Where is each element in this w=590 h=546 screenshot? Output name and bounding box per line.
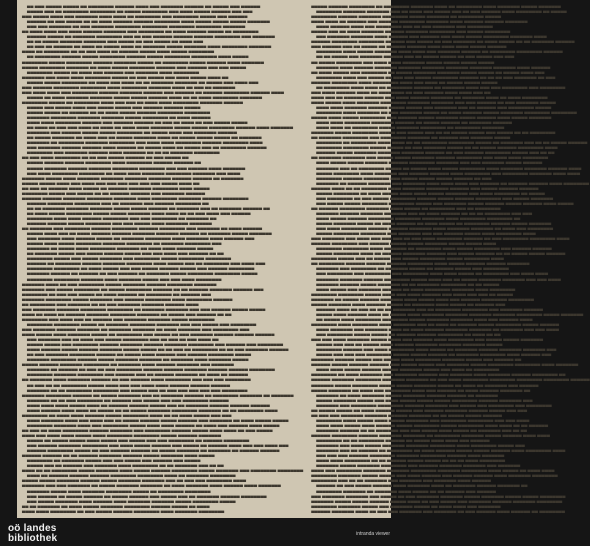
text-line: ▄▄▄ ▄▄▄▄▄ ▄▄▄▄ ▄▄▄ ▄▄▄▄▄▄▄ ▄▄▄▄ ▄▄▄▄ ▄▄ ▄▄▄▄▄▄▄▄ ▄▄▄ ▄▄▄▄▄▄▄▄ ▄▄▄▄▄ ▄▄▄ ▄▄▄▄▄▄ [22,13,248,19]
text-line: ▄▄▄▄▄▄▄▄ ▄▄▄▄▄▄▄▄ ▄▄▄▄▄ ▄▄ ▄▄▄▄▄▄▄ ▄▄▄▄▄▄▄▄ ▄▄▄▄▄▄▄ ▄▄▄ ▄▄▄ ▄▄▄▄▄ ▄▄▄ ▄▄▄▄▄▄▄▄ [27,320,257,326]
text-line: ▄▄▄▄▄▄▄ ▄▄ ▄▄▄▄▄▄ ▄▄▄▄▄▄▄ ▄▄▄ ▄▄▄▄▄▄▄ ▄▄▄▄ ▄▄▄▄ ▄▄▄▄ ▄▄▄ ▄▄▄▄▄▄ ▄▄ ▄▄▄▄▄▄ ▄▄▄▄▄▄ ▄▄▄▄ ▄▄▄▄▄▄▄▄ [316,179,590,185]
text-line: ▄▄▄▄ ▄▄▄ ▄▄▄▄ ▄▄▄▄ ▄▄▄▄▄ ▄▄▄▄ ▄▄▄▄▄▄▄▄ ▄▄▄▄▄▄▄▄ ▄▄▄▄▄ ▄▄▄▄▄▄ ▄▄▄▄▄▄▄ [22,431,222,437]
text-line: ▄▄ ▄▄▄▄▄ ▄▄▄▄▄▄▄▄ ▄▄▄ ▄▄▄▄ ▄▄▄▄ ▄▄▄▄▄▄▄ ▄▄▄▄▄ ▄▄▄▄▄ ▄▄▄▄▄ ▄▄▄▄▄ [311,58,495,64]
directory-columns [22,3,590,514]
logo-line-2: bibliothek [8,533,58,544]
text-line: ▄▄▄▄▄ ▄▄▄ ▄▄ ▄▄▄▄ ▄▄▄▄▄▄▄ ▄▄▄▄▄▄ ▄▄▄▄▄▄▄ ▄▄▄▄▄▄▄▄ ▄▄▄ ▄▄▄▄▄ ▄▄▄▄▄▄▄▄ [311,28,511,34]
text-line: ▄▄▄▄▄▄▄ ▄▄ ▄▄▄▄▄▄ ▄▄ ▄▄▄ ▄▄ ▄▄▄ ▄▄▄▄▄▄▄▄ ▄▄▄▄▄▄ ▄▄▄▄▄▄ ▄▄▄▄▄▄▄ ▄▄▄▄▄▄ ▄▄▄▄▄▄ ▄▄▄▄▄▄▄▄ [27,366,275,372]
text-line: ▄▄ ▄▄▄▄▄▄▄▄ ▄▄▄▄▄▄ ▄▄▄▄▄ ▄▄▄▄▄▄▄▄ ▄▄▄▄▄▄ ▄▄▄▄▄ ▄▄▄▄▄▄▄▄ ▄▄▄▄▄▄▄▄ ▄▄▄▄ ▄▄▄▄▄ [27,53,249,59]
text-line: ▄▄▄ ▄▄▄▄▄▄ ▄▄ ▄▄▄▄▄ ▄▄▄▄▄▄ ▄▄ ▄▄▄▄▄ ▄▄▄▄▄▄ ▄▄▄ ▄▄▄▄▄ ▄▄▄ ▄▄ ▄▄▄▄▄▄▄ ▄▄▄▄▄▄ ▄▄▄▄▄▄▄▄ [27,492,267,498]
text-line: ▄▄▄▄ ▄▄▄▄▄▄ ▄▄▄▄ ▄▄▄▄ ▄▄ ▄▄▄▄▄ ▄▄ ▄▄ ▄▄▄▄▄ ▄▄▄▄▄▄▄ ▄▄▄▄▄▄▄▄ ▄▄▄▄▄▄▄ ▄▄ ▄▄ ▄▄▄▄▄▄▄▄ ▄▄▄▄ [27,406,278,412]
text-line: ▄▄▄ ▄▄▄▄▄▄▄▄ ▄▄ ▄▄▄ ▄▄▄▄▄ ▄▄▄▄▄▄▄▄ ▄▄▄▄▄▄ ▄▄▄▄▄ ▄▄▄▄▄▄ ▄▄▄▄▄▄▄▄ ▄▄▄ ▄▄▄▄▄ ▄▄▄▄▄▄▄ [316,194,554,200]
text-line: ▄▄▄▄▄▄▄▄ ▄▄▄▄▄▄▄▄ ▄▄▄▄▄ ▄▄▄▄▄ ▄▄ ▄▄▄ ▄▄▄▄▄▄▄ ▄▄▄▄▄ ▄▄ ▄▄ ▄▄▄▄▄ ▄▄▄▄▄▄ ▄▄▄▄▄▄▄▄ ▄▄▄▄ [316,144,558,150]
text-line: ▄▄▄▄▄▄ ▄▄ ▄▄▄ ▄▄▄▄▄ ▄▄ ▄▄ ▄▄▄▄ ▄▄▄▄▄▄ ▄▄▄▄▄▄ ▄▄▄▄▄▄▄▄ ▄▄▄▄ ▄▄▄▄▄ ▄▄▄▄▄ ▄▄▄▄▄ ▄▄▄▄▄▄▄ [27,18,270,24]
text-line: ▄▄▄▄ ▄▄▄▄▄ ▄▄▄▄▄ ▄▄▄▄▄▄▄ ▄▄▄▄▄▄ ▄▄▄▄▄▄▄▄ ▄▄▄▄▄▄▄ ▄▄▄ ▄▄▄ ▄▄▄▄▄▄▄ ▄▄▄▄▄ ▄▄▄▄▄▄ [316,159,543,165]
text-line: ▄▄▄▄▄▄ ▄▄▄▄ ▄▄ ▄▄ ▄▄▄▄▄▄▄▄ ▄▄▄▄ ▄▄▄▄▄▄▄ ▄▄▄▄▄▄▄ ▄▄▄▄▄▄ ▄▄▄ ▄▄▄▄▄ ▄▄▄▄▄▄ ▄▄▄▄▄▄ [311,184,539,190]
text-line: ▄▄▄▄▄▄▄▄ ▄▄▄▄▄ ▄▄▄ ▄▄▄▄▄ ▄▄▄▄▄▄▄ ▄▄▄ ▄▄▄▄▄▄▄▄ ▄▄▄▄▄ ▄▄▄▄▄▄▄▄ ▄▄▄▄▄▄▄▄ [27,255,232,261]
text-line: ▄▄▄▄▄▄▄ ▄▄ ▄▄▄▄▄▄▄▄ ▄▄▄▄▄▄▄ ▄▄▄▄▄▄▄▄ ▄▄▄ ▄▄▄▄ ▄▄▄▄ ▄▄▄▄▄▄▄▄ ▄▄▄▄▄▄ ▄▄▄▄▄▄▄▄ ▄▄▄▄ [27,139,263,145]
text-line: ▄▄▄▄▄▄ ▄▄▄▄▄▄▄▄ ▄▄▄▄▄▄▄▄ ▄▄▄ ▄▄ ▄▄▄▄▄▄▄ ▄▄▄ ▄▄▄▄▄▄ ▄▄▄▄▄▄▄▄ ▄▄ [27,199,209,205]
text-line: ▄▄▄▄▄▄▄ ▄▄▄ ▄▄▄▄▄▄ ▄▄▄▄▄ ▄▄▄▄▄ ▄▄▄▄▄▄▄▄ ▄▄ ▄▄▄▄▄ ▄▄▄▄ ▄▄▄ ▄▄▄▄▄▄▄ ▄▄▄▄▄▄ [27,129,237,135]
text-line: ▄▄▄▄▄▄▄ ▄▄▄▄▄ ▄▄▄▄▄▄▄▄ ▄▄▄▄▄ ▄▄▄ ▄▄▄▄▄ ▄▄▄ ▄▄ ▄▄ ▄▄▄▄▄ ▄▄▄▄▄ ▄▄▄ ▄▄▄▄▄ ▄▄ ▄▄ ▄▄▄▄▄▄▄▄ [311,129,556,135]
text-line: ▄▄▄▄▄▄▄ ▄▄▄▄▄▄▄▄ ▄▄▄▄▄▄▄ ▄▄▄▄▄▄▄ ▄▄▄▄▄ ▄▄▄▄▄▄▄▄ ▄▄ ▄▄▄▄ ▄▄▄▄▄▄ [27,114,211,120]
text-line: ▄▄▄▄ ▄▄ ▄▄▄▄▄▄▄▄ ▄▄ ▄▄ ▄▄▄ ▄▄▄▄ ▄▄ ▄▄▄▄▄▄ ▄▄▄▄▄ ▄▄▄▄ ▄▄▄▄▄ ▄▄▄▄▄▄▄▄ [22,48,215,54]
text-line: ▄▄▄▄▄▄▄▄ ▄▄▄▄▄▄ ▄▄▄▄▄▄▄ ▄▄▄▄▄▄▄▄ ▄▄▄▄▄ ▄▄▄▄▄▄▄ ▄▄ ▄▄▄▄▄▄▄▄ ▄▄▄▄▄ [311,13,502,19]
text-line: ▄▄ ▄▄▄▄▄▄ ▄▄▄▄▄▄▄▄ ▄▄▄▄▄▄▄ ▄▄▄▄ ▄▄▄▄▄ ▄▄ ▄▄▄▄▄▄▄▄ ▄▄▄ ▄▄ ▄▄▄▄▄▄▄▄ [311,204,501,210]
text-line: ▄▄▄▄▄▄▄ ▄▄ ▄▄ ▄▄▄ ▄▄▄▄▄▄▄▄ ▄▄ ▄▄▄▄▄▄ ▄▄▄ ▄▄▄▄▄ ▄▄▄ ▄▄▄ ▄▄▄▄▄▄▄▄ ▄▄▄▄▄▄ [27,396,229,402]
text-line: ▄▄▄▄▄▄▄▄ ▄▄▄ ▄▄▄▄▄▄▄ ▄▄▄▄▄▄ ▄▄▄▄ ▄▄▄▄▄▄▄ ▄▄ ▄▄ ▄▄ ▄▄▄▄▄▄▄ ▄▄▄▄▄▄▄▄ [27,149,220,155]
text-line: ▄▄▄▄▄▄▄ ▄▄▄▄▄▄ ▄▄▄▄▄ ▄▄▄ ▄▄▄▄▄ ▄▄▄▄ ▄▄▄▄▄▄▄▄ ▄▄▄▄▄▄▄ ▄▄▄▄▄ ▄▄▄ ▄▄▄▄▄▄ ▄▄ [311,356,522,362]
text-line: ▄▄▄▄▄▄▄ ▄▄▄▄▄▄▄ ▄▄▄▄▄▄ ▄▄▄▄▄▄▄▄ ▄▄▄▄▄ ▄▄▄▄ ▄▄▄ ▄▄ ▄▄▄▄▄ ▄▄▄▄▄▄▄ ▄▄▄▄▄▄▄ ▄▄▄ ▄▄▄ ▄▄▄▄ [316,275,561,281]
text-line: ▄▄▄▄▄▄▄ ▄▄▄ ▄▄ ▄▄▄▄▄▄▄▄ ▄▄▄▄▄ ▄▄ ▄▄▄▄▄ ▄▄▄▄ ▄▄▄▄▄ ▄▄▄▄▄▄▄▄ ▄▄▄▄ ▄▄▄▄▄▄▄ ▄▄▄▄▄▄▄ ▄▄▄▄▄▄ ▄▄▄▄ [316,164,582,170]
text-line: ▄▄▄▄▄ ▄▄▄▄▄ ▄▄ ▄▄▄▄▄▄ ▄▄ ▄▄ ▄▄▄▄ ▄▄▄▄▄ ▄▄▄▄▄▄ ▄▄▄▄▄▄▄▄ ▄▄▄▄▄▄▄▄ [27,108,211,114]
text-line: ▄▄▄▄▄▄▄ ▄▄▄▄▄ ▄▄▄▄ ▄▄▄▄▄▄▄ ▄▄▄▄▄▄▄▄ ▄▄▄▄▄ ▄▄ ▄▄▄▄▄▄▄▄ ▄▄▄▄▄▄▄▄ [27,487,211,493]
text-line: ▄▄▄▄▄▄▄▄ ▄▄▄▄ ▄▄▄▄▄ ▄▄▄▄▄▄▄ ▄▄▄▄ ▄▄▄▄ ▄▄▄ ▄▄▄▄▄▄▄ ▄▄▄▄▄▄ ▄▄ ▄▄▄▄▄▄▄▄ ▄▄▄▄▄▄▄▄ ▄▄▄▄▄▄ [316,48,563,54]
text-line: ▄▄▄▄▄ ▄▄▄▄▄▄▄▄ ▄▄▄▄ ▄▄▄▄▄▄▄ ▄▄▄ ▄▄▄▄▄▄ ▄▄▄▄▄▄ ▄▄▄▄ ▄▄▄▄▄▄▄▄ ▄▄▄ ▄▄▄▄▄▄▄▄ ▄▄▄▄▄▄▄ ▄▄▄▄ ▄▄▄▄ [316,169,581,175]
text-line: ▄▄ ▄▄▄ ▄▄ ▄▄▄▄▄▄ ▄▄ ▄▄▄▄ ▄▄ ▄▄▄▄▄ ▄▄▄▄ ▄▄ ▄▄▄▄▄▄▄ ▄▄▄▄▄ ▄▄▄▄▄▄▄ ▄▄▄▄ ▄▄▄▄▄▄▄▄ ▄▄▄▄▄▄▄ [27,43,272,49]
text-line: ▄▄▄▄▄ ▄▄▄▄▄▄▄▄ ▄▄ ▄▄▄▄ ▄▄▄▄▄ ▄▄▄▄ ▄▄▄▄ ▄▄▄▄▄ ▄▄▄▄▄▄▄ ▄▄▄ ▄▄▄▄ ▄▄▄▄▄▄▄▄ ▄▄ ▄▄▄▄▄ [316,189,545,195]
text-line: ▄▄▄▄▄▄ ▄▄▄▄ ▄▄ ▄▄▄ ▄▄ ▄▄ ▄▄ ▄▄▄▄▄▄▄ ▄▄▄ ▄▄ ▄▄▄▄▄▄▄▄ ▄▄▄▄▄▄▄▄ ▄▄▄ ▄▄▄▄▄▄▄ ▄▄▄▄▄▄ [316,305,543,311]
text-line: ▄▄▄ ▄▄▄▄ ▄▄▄▄▄▄▄▄ ▄▄▄▄▄▄▄▄ ▄▄ ▄▄▄▄ ▄▄▄▄ ▄▄▄▄▄▄▄ ▄▄▄▄▄▄▄▄ ▄▄▄▄▄▄▄ ▄▄▄ ▄▄▄▄ [27,169,241,175]
text-line: ▄▄▄ ▄▄▄▄▄▄▄▄ ▄▄▄ ▄▄▄▄▄▄▄▄ ▄▄▄ ▄▄▄▄▄▄▄▄ ▄▄▄▄ ▄▄▄▄ ▄▄▄▄▄ ▄▄ ▄▄▄▄▄▄▄▄ ▄▄▄ ▄▄▄▄ ▄▄▄▄ [316,270,549,276]
text-line: ▄▄▄▄▄ ▄▄▄▄▄ ▄▄▄▄▄▄▄ ▄▄▄▄▄▄ ▄▄▄▄▄ ▄▄▄▄▄▄▄ ▄▄▄▄▄▄▄ ▄▄▄ ▄▄ ▄▄▄ ▄▄▄ ▄▄▄▄▄▄▄▄ ▄▄▄▄ [22,477,247,483]
text-line: ▄▄▄▄▄▄ ▄▄▄▄▄▄▄▄ ▄▄▄▄▄▄ ▄▄▄▄▄▄▄ ▄▄▄▄▄▄▄ ▄▄ ▄▄▄▄▄▄▄▄ ▄▄▄▄▄▄▄ ▄▄▄▄▄ ▄▄▄▄▄▄ ▄▄▄▄ ▄▄▄▄ [311,431,550,437]
text-line: ▄▄▄ ▄▄▄▄▄ ▄▄▄▄▄▄▄ ▄▄▄▄ ▄▄▄▄▄▄ ▄▄▄▄ ▄▄▄▄▄▄▄ ▄▄▄▄▄▄▄ ▄▄▄▄▄ ▄▄▄▄▄▄▄▄ ▄▄▄▄▄ [27,497,236,503]
text-line: ▄▄▄ ▄▄▄▄ ▄▄▄▄ ▄▄▄ ▄▄▄▄▄▄▄▄ ▄▄▄▄▄▄ ▄▄▄▄▄▄▄ ▄▄▄▄▄▄ ▄▄▄ ▄▄▄▄▄▄ ▄▄ ▄▄▄▄▄▄ ▄▄▄▄▄▄▄▄ ▄▄▄▄▄▄ ▄▄▄▄ [22,88,284,94]
text-line: ▄▄▄▄▄▄ ▄▄▄▄▄▄▄▄ ▄▄▄▄▄▄▄▄ ▄▄▄▄▄▄ ▄▄▄ ▄▄▄▄▄ ▄▄ ▄▄▄ ▄▄▄▄▄▄▄ ▄▄ ▄▄▄▄ ▄▄▄▄▄ ▄▄ ▄▄ ▄▄▄▄▄▄▄ ▄▄▄▄▄▄ [311,38,575,44]
text-line: ▄▄▄▄▄▄▄ ▄▄ ▄▄▄▄▄ ▄▄▄▄▄▄ ▄▄▄▄▄▄▄ ▄▄▄▄ ▄▄▄▄▄ ▄▄▄▄ ▄▄▄ ▄▄▄▄▄▄ ▄▄▄▄▄▄▄▄ ▄▄▄▄▄▄▄▄ [311,295,534,301]
text-line: ▄▄▄▄▄ ▄▄▄ ▄▄▄ ▄▄ ▄▄▄▄▄ ▄▄▄▄ ▄▄▄▄▄▄ ▄▄▄▄▄▄▄ ▄▄▄▄▄▄▄ ▄▄▄▄▄▄▄ ▄▄▄▄▄ [316,341,503,347]
viewer-footer [0,518,400,546]
text-line: ▄▄▄▄▄▄▄ ▄▄▄▄ ▄▄ ▄▄▄ ▄▄▄▄▄▄▄▄ ▄▄▄▄▄ ▄▄▄▄▄▄▄ ▄▄▄▄▄▄ ▄▄▄▄▄▄▄▄ ▄▄▄▄▄▄▄ [22,280,217,286]
text-line: ▄▄▄▄ ▄▄▄▄ ▄▄▄▄▄▄▄▄ ▄▄ ▄▄▄ ▄▄▄▄▄ ▄▄▄▄▄▄ ▄▄▄▄▄▄▄▄ ▄▄▄▄ ▄▄▄▄▄▄▄ ▄▄▄▄▄▄▄▄ [22,507,225,513]
text-line: ▄▄ ▄▄▄▄▄▄▄ ▄▄▄▄▄ ▄▄▄ ▄▄▄▄▄ ▄▄▄▄▄▄ ▄▄▄▄▄ ▄▄▄ ▄▄▄ ▄▄▄▄ ▄▄▄ ▄▄▄▄▄▄ ▄▄ ▄▄ [27,250,224,256]
text-line: ▄▄▄ ▄▄▄▄ ▄▄▄▄▄▄ ▄▄▄▄ ▄▄ ▄▄▄▄▄▄▄▄ ▄▄ ▄▄▄ ▄▄▄▄▄▄ ▄▄▄▄ ▄▄▄▄ ▄▄▄ ▄▄ [311,88,491,94]
text-line: ▄▄▄▄▄▄▄ ▄▄▄▄▄ ▄▄▄▄ ▄▄▄▄▄▄▄ ▄▄▄▄▄▄▄ ▄▄▄▄▄▄▄ ▄▄▄▄▄▄▄ ▄▄▄▄▄▄ ▄▄▄▄▄▄ ▄▄ ▄▄▄▄▄▄▄ [22,174,244,180]
text-line: ▄▄▄▄▄▄▄▄ ▄▄▄▄▄▄▄▄ ▄▄▄▄▄▄▄ ▄▄▄▄ ▄▄▄▄▄▄▄ ▄▄▄▄▄ ▄▄▄ ▄▄▄ ▄▄▄▄ ▄▄▄▄▄▄▄▄ [27,275,222,281]
text-line: ▄▄▄▄▄ ▄▄▄ ▄▄▄ ▄▄▄ ▄▄▄▄▄▄▄▄ ▄▄▄▄▄ ▄▄▄▄▄ ▄▄▄▄▄▄ ▄▄ ▄▄▄▄▄▄▄ ▄▄▄▄▄▄▄▄ ▄▄▄▄ ▄▄▄▄▄▄ ▄▄▄ [316,351,552,357]
text-line: ▄▄▄▄▄ ▄▄▄▄▄▄ ▄▄▄▄▄▄ ▄▄▄▄▄▄▄▄ ▄▄▄▄ ▄▄▄▄▄▄▄▄ ▄▄▄▄▄▄ ▄▄▄▄▄▄ ▄▄ [27,159,201,165]
text-line: ▄▄▄▄▄ ▄▄ ▄▄▄▄▄ ▄▄▄▄▄ ▄▄▄▄ ▄▄▄▄▄ ▄▄▄ ▄▄▄▄▄ ▄▄▄ ▄▄▄ ▄▄▄▄▄▄▄▄ ▄▄ ▄▄▄▄▄▄ ▄▄▄▄▄▄▄▄ [27,437,250,443]
text-line: ▄▄▄ ▄▄▄ ▄▄▄ ▄▄▄▄▄▄ ▄▄▄▄▄▄▄▄ ▄▄▄▄▄▄▄ ▄▄▄▄▄▄▄▄ ▄▄▄▄▄▄ ▄▄▄▄ ▄▄▄▄▄▄▄ [316,452,505,458]
text-line: ▄▄▄▄▄ ▄▄▄▄ ▄▄▄▄▄ ▄▄▄▄▄▄▄▄ ▄▄▄▄▄▄▄ ▄▄▄▄▄▄▄▄ ▄▄ ▄▄▄▄▄▄▄ ▄▄▄▄▄▄▄▄ ▄▄▄ [27,240,222,246]
text-line: ▄▄ ▄▄ ▄▄▄▄▄ ▄▄▄ ▄▄▄▄▄▄▄ ▄▄▄▄▄▄ ▄▄▄ ▄▄ ▄▄▄▄▄ ▄▄▄▄▄ ▄▄ ▄▄▄ ▄▄▄▄▄ ▄▄▄ ▄▄▄ [316,53,515,59]
text-line: ▄▄▄▄▄▄ ▄▄▄▄▄ ▄▄ ▄▄▄▄▄▄▄ ▄▄▄▄▄▄▄▄ ▄▄▄ ▄▄ ▄▄▄ ▄▄▄▄▄▄ ▄▄▄▄▄▄ ▄▄▄▄▄▄ ▄▄▄▄▄▄▄▄ ▄▄▄ ▄▄▄▄▄▄▄ [27,33,275,39]
text-line: ▄▄▄▄ ▄▄▄▄ ▄▄▄▄ ▄▄▄▄▄ ▄▄▄▄ ▄▄ ▄▄▄▄▄▄ ▄▄▄▄▄▄ ▄▄▄▄▄ ▄▄▄ ▄▄ ▄▄▄▄▄▄▄ ▄▄▄▄▄▄ ▄▄▄▄▄▄ ▄▄▄▄▄▄ [27,401,270,407]
text-line: ▄▄▄ ▄▄▄▄▄▄ ▄▄▄▄▄▄▄ ▄▄▄▄▄▄▄▄ ▄▄▄ ▄▄▄▄ ▄▄▄▄▄ ▄▄▄▄▄▄ ▄▄▄ ▄▄▄▄▄ ▄▄ ▄▄▄▄▄▄ ▄▄▄▄ ▄▄▄ ▄▄▄ ▄▄▄▄ ▄▄▄ [27,442,289,448]
text-line: ▄▄▄▄▄▄▄ ▄▄▄▄ ▄▄▄▄▄▄ ▄▄▄▄▄▄▄ ▄▄▄▄▄▄▄ ▄▄▄▄▄▄▄ ▄▄▄▄▄▄▄ ▄▄▄▄▄▄▄ ▄▄▄▄▄▄▄ ▄▄▄▄ ▄▄▄▄▄▄ [316,63,551,69]
text-line: ▄▄▄▄▄▄▄▄ ▄▄▄▄▄ ▄▄▄ ▄▄▄▄▄ ▄▄ ▄▄ ▄▄▄▄▄▄ ▄▄▄▄▄▄ ▄▄▄ ▄▄▄▄▄▄▄ ▄▄▄▄▄▄ [22,189,206,195]
text-line: ▄▄▄▄▄▄▄▄ ▄▄▄▄▄ ▄▄▄▄▄▄▄▄ ▄▄▄▄▄▄ ▄▄▄▄▄▄▄ ▄▄▄▄▄ ▄▄ ▄▄▄▄▄▄▄▄ ▄▄▄▄▄ ▄▄▄▄▄▄ ▄▄▄▄ ▄▄▄▄▄▄▄ [22,58,264,64]
text-line: ▄▄▄▄▄▄▄▄ ▄▄▄▄ ▄▄▄ ▄▄▄▄▄ ▄▄ ▄▄▄ ▄▄▄ ▄▄▄▄▄ ▄▄▄▄▄▄▄▄ ▄▄▄▄▄▄ ▄▄ ▄▄ ▄▄ ▄▄▄ ▄▄▄▄▄▄▄ ▄▄ ▄▄▄ [316,73,556,79]
text-line: ▄▄▄▄▄▄▄ ▄▄ ▄▄▄▄ ▄▄▄▄▄▄▄ ▄▄▄▄▄ ▄▄▄▄▄▄▄ ▄▄▄▄▄▄ ▄▄▄▄▄▄ ▄▄ ▄▄▄▄▄▄▄ [316,391,498,397]
text-line: ▄▄▄▄▄ ▄▄▄▄▄ ▄▄▄▄ ▄▄▄ ▄▄▄▄ ▄▄▄ ▄▄▄ ▄▄▄ ▄▄▄ ▄▄▄ ▄▄▄ ▄▄▄▄▄ ▄▄▄▄ ▄▄ [22,179,200,185]
text-line: ▄▄▄ ▄▄▄▄▄▄ ▄▄▄ ▄▄ ▄▄▄▄▄ ▄▄ ▄▄▄▄▄▄ ▄▄▄▄▄▄ ▄▄▄▄ ▄▄▄▄ ▄▄▄▄ ▄▄▄▄▄ ▄▄▄▄▄▄ [311,43,507,49]
text-line: ▄▄ ▄▄▄▄▄▄▄▄ ▄▄▄ ▄▄▄▄▄▄▄ ▄▄ ▄▄ ▄▄▄ ▄▄▄▄▄▄▄ ▄▄▄▄▄▄▄ ▄▄▄▄▄▄ ▄▄▄▄ [22,300,199,306]
text-line: ▄▄ ▄▄▄▄▄ ▄▄▄▄▄▄▄ ▄▄ ▄▄▄▄ ▄▄▄ ▄▄ ▄▄▄▄▄ ▄▄▄▄▄▄▄ ▄▄▄▄ ▄▄ ▄▄▄▄▄ ▄▄▄▄▄ ▄▄▄▄▄ ▄▄ ▄▄▄▄▄▄▄ [27,134,262,140]
text-line: ▄▄▄▄▄▄▄ ▄▄▄▄▄▄▄▄ ▄▄▄▄▄▄ ▄▄▄▄▄ ▄▄▄▄▄▄▄ ▄▄▄▄▄▄▄ ▄▄ ▄▄▄▄▄▄▄ ▄▄▄▄ ▄▄▄▄▄▄▄ ▄▄▄▄▄ [27,356,249,362]
text-line: ▄▄▄▄▄▄▄ ▄▄ ▄▄ ▄▄▄▄▄▄▄▄ ▄▄▄▄▄▄▄▄ ▄▄▄ ▄▄▄▄▄ ▄▄▄ ▄▄ ▄▄▄ ▄▄▄ ▄▄▄ ▄▄▄ ▄▄▄ ▄▄▄▄▄▄▄▄ [27,386,248,392]
text-line: ▄▄▄▄▄▄▄ ▄▄▄▄▄ ▄▄▄▄▄ ▄▄▄▄▄▄ ▄▄▄▄▄ ▄▄▄▄ ▄▄ ▄▄▄ ▄▄▄▄▄ ▄▄▄ ▄▄▄▄▄▄▄ ▄▄▄▄▄▄ ▄▄▄▄▄▄▄ ▄▄▄▄▄▄▄▄ [311,497,563,503]
text-line: ▄▄▄▄▄▄▄ ▄▄▄▄▄▄ ▄▄▄▄▄▄▄ ▄▄▄▄▄▄▄ ▄▄▄ ▄▄ ▄▄▄▄ ▄▄▄▄▄▄ ▄▄ ▄▄ ▄▄ ▄▄▄▄▄▄▄▄ ▄▄▄ ▄▄▄ [316,209,533,215]
text-line: ▄▄▄▄ ▄▄▄▄▄▄ ▄▄▄▄ ▄▄▄ ▄▄▄▄▄▄▄▄ ▄▄▄ ▄▄ ▄▄▄ ▄▄▄▄▄▄▄ ▄▄▄ ▄▄▄▄▄▄▄▄ [316,23,493,29]
text-line: ▄▄ ▄▄▄▄ ▄▄▄▄▄ ▄▄▄ ▄▄▄▄▄▄▄▄ ▄▄ ▄▄▄▄▄ ▄▄▄▄▄▄▄ ▄▄▄▄▄▄▄ ▄▄▄▄▄ ▄▄▄▄▄ ▄▄ ▄▄▄▄▄ ▄▄▄▄ ▄▄▄ [311,68,545,74]
text-line: ▄▄▄▄▄▄▄▄ ▄▄▄ ▄▄▄▄ ▄▄▄ ▄▄ ▄▄▄▄▄▄ ▄▄▄ ▄▄▄▄▄▄▄ ▄▄▄▄▄▄▄ ▄▄▄▄▄ ▄▄▄▄▄▄▄▄ [22,315,215,321]
text-line: ▄▄ ▄▄▄ ▄▄ ▄▄▄▄▄▄ ▄▄▄▄ ▄▄▄▄▄ ▄▄ ▄▄▄▄▄▄ ▄▄▄▄▄▄▄ ▄▄▄▄▄▄▄▄ ▄▄▄▄ ▄▄▄▄▄ [22,184,210,190]
text-line: ▄▄▄▄▄▄▄ ▄▄▄ ▄▄▄▄▄▄▄▄ ▄▄▄▄▄▄▄▄ ▄▄▄▄▄▄ ▄▄▄▄▄▄▄ ▄▄▄ ▄▄▄▄▄ ▄▄▄ ▄▄▄▄▄▄▄▄ ▄▄▄ ▄▄▄▄▄▄▄▄ [316,401,552,407]
text-line: ▄▄▄▄ ▄▄ ▄▄▄▄▄▄ ▄▄▄▄▄▄ ▄▄▄▄▄▄ ▄▄▄▄▄▄▄▄ ▄▄▄▄▄▄▄▄ ▄▄▄▄ ▄▄ ▄▄▄▄▄▄▄ ▄▄▄▄▄▄▄▄ [27,472,236,478]
text-line: ▄▄▄▄▄▄▄▄ ▄▄▄▄▄▄▄ ▄▄▄▄▄ ▄▄▄ ▄▄▄▄▄▄▄ ▄▄▄▄▄ ▄▄ ▄▄▄▄ ▄▄▄▄ ▄▄▄ ▄▄▄▄▄▄▄ [311,502,501,508]
text-line: ▄▄▄▄▄▄▄▄ ▄▄▄▄▄▄▄ ▄▄▄▄ ▄▄▄ ▄▄▄▄▄▄▄▄ ▄▄▄▄▄ ▄▄▄▄ ▄▄▄▄ ▄▄▄▄▄▄ ▄▄ ▄▄▄▄ ▄▄▄ ▄▄▄▄▄▄ ▄▄▄▄ ▄▄▄▄▄ [27,421,280,427]
text-line: ▄▄▄▄▄▄▄▄ ▄▄▄▄▄ ▄▄ ▄▄▄▄▄▄▄▄ ▄▄▄▄ ▄▄▄ ▄▄▄ ▄▄ ▄▄▄▄ ▄▄▄▄ ▄▄▄▄▄▄▄▄ ▄▄▄▄▄▄▄ ▄▄▄▄▄▄ [22,98,243,104]
text-line: ▄▄▄▄▄▄▄▄ ▄▄▄▄ ▄▄▄▄▄ ▄▄▄▄ ▄▄▄▄▄ ▄▄▄▄▄▄▄ ▄▄▄ ▄▄▄▄▄▄▄▄ ▄▄▄▄▄▄▄▄ ▄▄▄ ▄▄▄ ▄▄▄▄ [316,416,530,422]
text-line: ▄▄▄▄ ▄▄▄▄ ▄▄▄▄▄▄▄ ▄▄▄▄▄▄ ▄▄▄▄▄ ▄▄▄▄▄ ▄▄▄ ▄▄▄▄▄▄▄ ▄▄▄ ▄▄ ▄▄▄▄▄▄ ▄▄▄ ▄▄▄▄▄▄▄▄ ▄▄▄▄▄ [316,103,552,109]
text-line: ▄▄▄▄▄ ▄▄▄▄▄▄▄ ▄▄▄▄▄▄ ▄▄▄▄▄▄▄ ▄▄▄▄▄▄▄▄ ▄▄▄▄▄▄▄▄ ▄▄▄ ▄▄▄ ▄▄▄▄▄▄ ▄▄▄▄ ▄▄▄▄▄▄▄ [27,164,246,170]
text-line: ▄▄ ▄▄ ▄▄▄▄▄▄▄ ▄▄ ▄▄▄▄ ▄▄▄▄▄ ▄▄▄▄▄▄▄ ▄▄▄▄▄▄▄▄ ▄▄▄▄▄▄ ▄▄▄▄▄ ▄▄ ▄▄▄▄ [22,502,210,508]
text-line: ▄▄▄▄▄▄ ▄▄▄▄▄ ▄▄▄▄▄▄ ▄▄▄▄▄▄ ▄▄▄ ▄▄▄▄▄ ▄▄▄▄▄ ▄▄▄ ▄▄▄▄▄▄▄ ▄▄▄▄▄ ▄▄▄▄▄▄▄▄ ▄▄▄▄▄▄▄▄ ▄▄▄▄ ▄▄▄▄▄▄▄ [311,361,579,367]
text-line: ▄▄▄▄ ▄▄▄▄▄▄ ▄▄▄▄▄ ▄▄▄▄▄▄ ▄▄▄▄▄▄▄ ▄▄▄▄▄ ▄▄▄▄▄ ▄▄ ▄▄ ▄▄▄ ▄▄ ▄▄▄▄▄▄▄▄ ▄▄ ▄▄ ▄▄▄ ▄▄▄▄▄▄▄ ▄▄▄▄▄▄ [27,346,289,352]
text-line: ▄▄▄▄ ▄▄▄▄ ▄▄ ▄▄▄▄▄▄▄▄ ▄▄▄▄▄ ▄▄▄▄▄▄▄ ▄▄▄▄▄▄▄▄ ▄▄ ▄▄▄▄▄▄▄▄ ▄▄▄▄▄▄▄ [316,124,505,130]
text-line: ▄▄ ▄▄▄▄▄ ▄▄▄▄▄ ▄▄ ▄▄▄▄ ▄▄▄▄▄▄ ▄▄▄▄▄ ▄▄▄ ▄▄▄▄▄▄ ▄▄▄▄▄▄▄ ▄▄▄▄▄▄ ▄▄▄▄▄ ▄▄▄ ▄▄▄ [311,406,528,412]
text-line: ▄▄▄▄▄▄▄▄ ▄▄▄▄▄ ▄▄ ▄▄▄▄ ▄▄▄ ▄▄▄▄▄▄ ▄▄▄ ▄▄▄▄▄▄▄ ▄▄▄▄ ▄▄▄▄▄▄▄▄ [27,68,200,74]
text-line: ▄▄▄ ▄▄▄▄▄▄▄ ▄▄▄ ▄▄ ▄▄▄▄ ▄▄▄ ▄▄▄▄▄ ▄▄▄▄▄▄▄▄ ▄▄▄ ▄▄ ▄▄▄ ▄▄ ▄▄▄ ▄▄▄▄ ▄▄ [27,336,219,342]
text-line: ▄▄▄▄▄▄▄▄ ▄▄▄▄▄▄▄ ▄▄▄▄▄▄▄ ▄▄▄ ▄▄ ▄▄▄▄ ▄▄▄ ▄▄▄▄▄ ▄▄▄ ▄▄ ▄▄▄ ▄▄▄▄▄▄ ▄▄▄▄ ▄▄▄▄▄▄▄▄ ▄▄ ▄▄▄▄▄ [316,8,567,14]
text-line: ▄▄▄▄▄▄▄ ▄▄▄ ▄▄▄▄▄ ▄▄▄▄▄▄▄▄ ▄▄ ▄▄▄▄▄ ▄▄▄▄▄▄▄▄ ▄▄▄▄▄▄ ▄▄ ▄▄ ▄▄▄▄▄▄ ▄▄▄▄▄▄▄ ▄▄▄▄▄▄ ▄▄▄ [22,285,264,291]
text-line: ▄▄▄▄▄▄▄▄ ▄▄ ▄▄▄▄▄▄▄▄ ▄▄▄▄ ▄▄▄▄ ▄▄ ▄▄ ▄▄▄▄▄▄▄▄ ▄▄▄▄▄▄▄▄ ▄▄▄▄▄ ▄▄ ▄▄▄▄▄▄▄ ▄▄▄ ▄▄ ▄▄ ▄▄▄▄▄ ▄▄▄▄▄▄ [316,139,588,145]
text-line: ▄▄▄▄▄▄ ▄▄▄▄▄▄▄▄ ▄▄▄▄ ▄▄▄▄▄▄▄▄ ▄▄▄▄ ▄▄▄ ▄▄▄▄ ▄▄ ▄▄▄▄▄ ▄▄▄▄▄ ▄▄▄▄▄ [311,78,498,84]
text-line: ▄▄▄▄▄▄▄ ▄▄▄ ▄▄▄▄▄▄▄▄ ▄▄ ▄▄▄▄▄▄▄ ▄▄▄▄▄ ▄▄ ▄▄▄▄▄▄ ▄▄▄▄▄ ▄▄▄ ▄▄▄▄▄▄▄▄ [316,265,509,271]
text-line: ▄▄▄▄▄▄ ▄▄▄▄▄▄▄▄ ▄▄▄▄▄ ▄▄ ▄▄▄ ▄▄▄▄▄▄ ▄▄▄▄▄▄ ▄▄ ▄▄▄▄▄ ▄▄▄▄▄▄▄ ▄▄ ▄▄▄▄▄▄▄ ▄▄ ▄▄▄▄▄▄ ▄▄▄▄▄▄ [27,447,280,453]
text-line: ▄▄▄▄▄ ▄▄▄ ▄▄ ▄▄▄▄▄▄ ▄▄▄ ▄▄▄▄▄▄▄ ▄▄▄▄ ▄▄▄▄▄▄▄▄ ▄▄ ▄▄ ▄▄▄▄▄▄▄ ▄▄▄ ▄▄ ▄▄ [27,462,224,468]
text-line: ▄▄▄▄▄▄ ▄▄ ▄▄▄▄▄▄▄▄ ▄▄▄▄▄▄ ▄▄▄▄▄▄▄ ▄▄▄▄▄▄▄▄ ▄▄▄▄ ▄▄▄▄▄ ▄▄▄ ▄▄ ▄▄▄▄▄▄▄▄ ▄▄▄ ▄▄▄▄ ▄▄▄ [27,260,266,266]
text-line: ▄▄▄▄▄▄▄▄ ▄▄▄▄▄ ▄▄▄ ▄▄ ▄▄▄▄▄ ▄▄▄ ▄▄▄▄▄ ▄▄▄▄▄▄▄▄ ▄▄▄▄▄ ▄▄▄▄▄▄▄▄ ▄▄▄▄ [311,255,504,261]
text-line: ▄▄▄▄▄▄ ▄▄▄▄▄▄▄ ▄▄▄▄▄▄▄▄ ▄▄▄▄▄▄▄ ▄▄▄▄▄▄▄ ▄▄ ▄▄▄ ▄▄▄▄ ▄▄▄▄▄▄▄▄ ▄▄▄▄▄▄▄▄ ▄▄▄▄▄▄▄▄ ▄▄▄▄▄▄▄▄ ▄▄▄▄▄▄ [311,376,590,382]
left-column [22,3,303,514]
text-line: ▄▄▄▄ ▄▄▄▄▄ ▄▄▄▄ ▄▄▄▄▄▄▄ ▄▄▄▄▄▄▄▄ ▄▄▄▄▄▄▄ ▄▄▄▄▄▄▄ ▄▄▄ ▄▄▄ ▄▄▄▄▄▄ ▄▄ ▄▄▄ ▄▄▄▄▄▄▄ ▄▄▄▄▄ [311,98,556,104]
text-line: ▄▄▄▄▄ ▄▄▄▄▄▄▄▄ ▄▄▄▄ ▄▄ ▄▄▄▄▄▄ ▄▄▄▄▄▄▄ ▄▄▄▄▄▄ ▄▄▄ ▄▄▄▄▄ ▄▄▄▄▄▄ ▄▄ ▄▄ ▄▄▄▄▄ ▄▄▄▄▄ ▄▄▄▄▄▄ [316,250,566,256]
text-line: ▄▄▄▄▄▄ ▄▄▄▄▄ ▄▄▄▄▄▄▄ ▄▄▄▄▄▄▄ ▄▄▄▄▄▄▄ ▄▄▄▄▄▄ ▄▄ ▄▄▄ ▄▄▄▄▄▄ ▄▄▄▄▄▄▄▄ ▄▄▄▄▄ ▄▄▄ ▄▄ ▄▄ [316,149,555,155]
text-line: ▄▄▄▄ ▄▄▄▄ ▄▄▄▄▄▄▄▄ ▄▄▄▄▄▄ ▄▄▄ ▄▄▄▄▄▄ ▄▄▄▄▄▄ ▄▄ ▄▄▄ ▄▄ ▄▄▄▄ ▄▄ ▄▄▄ ▄▄▄▄▄ ▄▄▄▄▄ [27,119,248,125]
text-line: ▄▄▄▄▄ ▄▄▄▄▄▄▄▄ ▄▄▄▄▄▄▄ ▄▄ ▄▄▄▄ ▄▄▄▄▄ ▄▄▄▄▄▄▄▄ ▄▄▄▄▄▄ ▄▄▄ ▄▄▄▄▄▄ ▄▄▄ ▄▄▄ ▄▄▄▄▄ [22,63,247,69]
text-line: ▄▄ ▄▄▄ ▄▄▄▄ ▄▄▄▄▄▄▄▄ ▄▄ ▄▄ ▄▄▄ ▄▄▄▄▄ ▄▄▄▄▄▄ ▄▄ ▄▄▄ ▄▄▄▄▄ ▄▄ [22,154,189,160]
text-line: ▄▄▄ ▄▄▄▄▄▄▄ ▄▄▄▄ ▄▄▄▄▄▄ ▄▄▄▄▄ ▄▄ ▄▄▄▄▄▄▄ ▄▄▄▄▄▄▄▄ ▄▄▄▄ ▄▄▄▄▄▄▄ ▄▄▄▄ ▄▄▄▄▄▄ ▄▄▄ [27,235,255,241]
text-line: ▄▄▄▄▄▄▄ ▄▄▄▄▄ ▄▄▄▄▄▄▄ ▄▄▄▄▄▄▄▄ ▄▄▄ ▄▄▄▄▄▄ ▄▄▄▄▄▄▄ ▄▄▄▄▄▄▄ ▄▄▄ ▄▄▄▄▄▄▄ [316,462,521,468]
text-line: ▄▄▄▄ ▄▄ ▄▄▄▄ ▄▄ ▄▄▄▄▄▄ ▄▄▄▄▄▄▄ ▄▄▄▄▄▄▄▄ ▄▄▄▄▄▄▄ ▄▄ ▄▄▄▄▄ ▄▄▄ ▄▄▄▄▄▄ ▄▄ ▄▄ [22,310,232,316]
text-line: ▄▄ ▄▄▄▄▄ ▄▄▄▄ ▄▄▄▄▄▄▄▄ ▄▄▄▄▄▄▄▄ ▄▄▄▄▄ ▄▄▄▄▄▄▄ ▄▄▄▄▄▄▄ ▄▄▄▄ ▄▄▄ ▄▄▄▄▄▄ ▄▄▄▄ [316,315,533,321]
text-line: ▄▄▄▄▄ ▄▄▄▄ ▄▄▄ ▄▄ ▄▄▄▄ ▄▄▄▄▄▄ ▄▄▄▄▄▄ ▄▄▄▄▄▄▄ ▄▄▄▄▄▄▄ ▄▄▄▄▄▄ ▄▄ ▄▄▄▄▄▄▄ ▄▄▄▄▄ ▄▄▄▄▄▄▄ [27,230,272,236]
text-line: ▄▄▄▄▄▄▄▄ ▄▄▄▄▄▄▄ ▄▄ ▄▄▄▄▄▄▄ ▄▄▄▄ ▄▄▄▄▄ ▄▄ ▄▄ ▄▄▄▄▄▄ ▄▄▄ ▄▄▄▄▄▄ [316,487,497,493]
text-line: ▄▄▄ ▄▄▄▄▄▄▄ ▄▄▄▄▄▄ ▄▄▄▄▄▄▄ ▄▄ ▄▄▄▄▄▄▄ ▄▄▄▄▄▄▄ ▄▄ ▄▄▄▄ ▄▄▄▄▄▄▄ ▄▄▄ ▄▄▄▄▄▄▄▄ ▄▄▄ [22,326,250,331]
text-line: ▄▄▄▄▄▄ ▄▄▄▄▄▄▄▄ ▄▄▄ ▄▄▄▄▄▄ ▄▄▄▄▄ ▄▄▄▄▄ ▄▄▄▄▄▄▄ ▄▄▄▄▄ ▄▄▄▄▄ ▄▄▄▄ [311,240,497,246]
text-line: ▄▄▄▄▄ ▄▄▄ ▄▄▄▄▄ ▄▄▄▄ ▄▄▄ ▄▄▄▄▄ ▄▄▄▄▄ ▄▄▄ ▄▄▄▄▄▄ ▄▄▄▄▄▄ ▄▄▄▄▄ [27,103,201,109]
text-line: ▄▄▄▄▄▄▄▄ ▄▄ ▄▄ ▄▄▄▄▄▄▄▄ ▄▄▄▄▄▄ ▄▄ ▄▄▄▄▄ ▄▄▄▄ ▄▄▄▄ ▄▄▄ ▄▄▄▄▄▄ [316,437,490,443]
text-line: ▄▄▄▄ ▄▄▄▄▄ ▄▄▄▄▄▄ ▄▄▄▄▄▄▄▄ ▄▄▄▄▄▄▄▄ ▄▄▄▄▄▄▄ ▄▄▄▄ ▄▄▄▄▄▄▄▄ ▄▄▄▄▄▄▄▄ ▄▄ [316,214,521,220]
text-line: ▄▄ ▄▄▄▄ ▄▄ ▄▄▄ ▄▄▄ ▄▄▄▄ ▄▄ ▄▄▄▄ ▄▄ ▄▄▄▄ ▄▄▄▄ ▄▄▄▄▄▄▄ ▄▄▄▄▄ ▄▄▄▄▄ ▄▄▄▄▄▄▄▄ ▄▄▄▄▄▄ ▄▄▄▄ ▄▄▄▄▄▄▄ [27,124,294,130]
text-line: ▄▄▄▄▄▄▄ ▄▄▄▄▄ ▄▄▄▄▄▄▄▄ ▄▄▄▄▄ ▄▄▄▄▄ ▄▄▄▄▄▄▄ ▄▄▄▄▄ ▄▄ ▄▄▄▄ ▄▄ ▄▄▄▄▄▄▄ ▄▄▄ ▄▄▄▄▄▄ [311,381,539,387]
text-line: ▄▄▄▄▄▄▄▄ ▄▄▄▄▄▄ ▄▄▄ ▄▄▄▄ ▄▄▄▄▄▄▄▄ ▄▄▄▄ ▄▄▄▄▄ ▄▄ ▄▄▄▄▄▄▄ ▄▄▄▄▄▄ ▄▄▄▄▄▄▄ ▄▄▄▄▄▄▄ ▄▄▄ [316,346,557,352]
text-line: ▄▄▄▄▄▄▄▄ ▄▄ ▄▄▄▄▄▄▄ ▄▄▄▄▄ ▄▄▄ ▄▄▄ ▄▄▄▄▄ ▄▄▄ ▄▄▄▄▄▄ ▄▄▄ ▄▄▄▄▄ [27,457,201,463]
text-line: ▄▄ ▄▄▄ ▄▄ ▄▄ ▄▄▄▄▄▄▄▄ ▄▄▄▄▄ ▄▄▄▄ ▄▄▄ ▄▄▄ ▄▄▄▄ ▄▄▄▄ ▄▄▄▄▄▄ ▄▄▄▄▄▄ ▄▄▄▄▄▄ [27,381,231,387]
viewer-label: intranda viewer [356,531,390,537]
text-line: ▄▄ ▄▄▄▄ ▄▄▄▄ ▄▄▄ ▄▄▄▄ ▄▄▄▄▄▄ ▄▄▄▄▄▄▄ ▄▄▄ ▄▄▄▄▄▄▄▄ ▄▄ ▄▄▄▄ ▄▄▄▄▄▄ ▄▄▄▄▄ ▄▄ ▄▄▄▄▄▄▄▄ [22,28,259,34]
text-line: ▄▄ ▄▄ ▄▄▄▄▄▄▄ ▄▄▄▄▄▄▄ ▄▄▄▄▄▄▄ ▄▄▄▄▄ ▄▄▄▄▄ ▄▄▄▄▄▄ ▄▄ ▄▄▄▄▄▄▄ ▄▄▄ ▄▄ ▄▄▄▄▄▄▄ ▄▄▄▄▄▄ ▄▄ [27,204,270,210]
text-line: ▄▄ ▄▄▄ ▄▄▄▄▄▄▄ ▄▄▄▄▄▄▄▄ ▄▄▄▄▄▄ ▄▄ ▄▄▄▄▄ ▄▄▄▄ ▄▄▄▄▄▄ ▄▄▄ ▄▄▄▄▄▄ ▄▄▄▄▄▄▄▄ ▄▄▄▄▄ [27,351,252,357]
text-line: ▄▄ ▄▄▄▄▄▄▄ ▄▄▄▄▄▄▄ ▄▄▄ ▄▄▄▄▄ ▄▄▄▄▄ ▄▄▄▄▄▄▄ ▄▄▄▄▄▄ ▄▄▄▄▄▄▄▄ ▄▄▄ ▄▄▄▄ ▄▄▄▄ ▄▄▄▄▄▄▄▄ [311,154,549,160]
text-line: ▄▄ ▄▄▄▄ ▄▄▄▄▄ ▄▄▄▄▄▄▄▄ ▄▄▄▄▄ ▄▄▄▄▄ ▄▄▄▄▄▄▄ ▄▄▄▄ ▄▄▄▄ ▄▄ ▄▄ ▄▄▄ ▄▄▄▄ ▄▄▄ ▄▄▄▄▄▄ [27,209,251,215]
text-line: ▄▄▄▄▄▄▄▄ ▄▄▄▄▄▄▄▄ ▄▄▄▄▄ ▄▄▄▄ ▄▄▄ ▄▄▄▄ ▄▄▄▄▄▄ ▄▄▄ ▄▄▄▄ ▄▄▄ ▄▄▄ ▄▄ ▄▄▄▄▄ [311,290,513,296]
text-line: ▄▄▄▄▄ ▄▄▄▄▄▄▄▄ ▄▄▄▄▄▄▄▄ ▄▄▄ ▄▄▄▄▄▄▄ ▄▄▄ ▄▄▄ ▄▄▄▄▄▄ ▄▄▄▄▄ ▄▄▄▄ ▄▄▄▄▄▄▄▄ ▄▄▄▄ [316,230,536,236]
text-line: ▄▄▄▄▄▄▄ ▄▄▄▄▄▄▄▄ ▄▄▄▄▄ ▄▄▄▄▄▄▄ ▄▄▄ ▄▄▄▄▄▄ ▄▄▄▄▄▄▄▄ ▄▄▄▄ ▄▄▄▄▄▄▄▄ ▄▄▄▄▄▄ [22,295,233,301]
text-line: ▄▄▄▄ ▄▄▄▄▄▄▄ ▄▄▄▄ ▄▄▄ ▄▄▄▄ ▄▄▄ ▄▄ ▄▄▄▄▄ ▄▄▄▄▄▄ ▄▄▄▄▄ ▄▄▄▄▄▄ ▄▄▄ ▄▄▄▄▄▄▄ ▄▄ ▄▄▄▄ ▄▄▄▄▄ ▄▄▄▄▄ [27,416,289,422]
text-line: ▄▄▄▄ ▄▄▄▄▄ ▄▄▄▄ ▄▄▄▄▄▄▄ ▄▄▄▄▄ ▄▄ ▄▄▄▄▄▄▄▄ ▄▄▄ ▄▄▄▄▄ ▄▄ ▄▄▄ ▄▄▄▄▄▄▄ ▄▄▄▄▄▄ ▄▄▄▄▄▄ ▄▄▄▄▄▄ [22,331,275,337]
text-line: ▄▄▄▄▄ ▄▄▄▄ ▄▄▄▄▄ ▄▄▄▄▄▄▄▄ ▄▄▄ ▄▄▄▄▄▄ ▄▄▄▄▄ ▄▄▄▄▄▄▄ ▄▄▄▄▄ ▄▄▄▄▄▄ ▄▄▄▄ ▄▄▄▄▄ ▄▄▄▄▄▄▄ [311,114,552,120]
text-line: ▄▄▄▄▄▄▄ ▄▄▄ ▄▄▄▄ ▄▄▄▄▄ ▄▄▄▄▄▄▄ ▄▄▄▄▄▄▄ ▄▄▄▄▄▄▄▄ ▄▄▄▄ ▄▄▄▄▄▄▄▄ ▄▄▄▄▄ ▄▄▄ [316,442,525,448]
text-line: ▄▄ ▄▄▄▄▄▄▄ ▄▄▄▄ ▄▄▄▄▄▄▄ ▄▄▄▄▄▄ ▄▄ ▄▄▄ ▄▄▄▄▄▄ ▄▄▄▄ ▄▄▄▄▄▄▄▄ ▄▄▄ ▄▄▄ ▄▄▄ ▄▄▄▄▄▄▄▄ [22,376,251,382]
text-line: ▄▄ ▄▄▄ ▄▄ ▄▄▄▄ ▄▄▄▄▄▄▄▄ ▄▄▄▄▄▄ ▄▄▄▄▄▄▄ ▄▄▄ ▄▄▄▄▄▄▄▄ ▄▄▄▄▄▄ ▄▄▄▄▄ ▄▄▄▄ ▄▄▄▄ ▄▄ ▄▄▄ ▄▄▄▄▄ [22,426,273,432]
text-line: ▄▄▄▄ ▄▄▄▄ ▄▄▄▄▄▄▄▄ ▄▄▄▄▄▄▄ ▄▄▄▄▄▄ ▄▄ ▄▄▄▄▄ ▄▄▄▄▄▄ ▄▄ ▄▄▄▄▄▄▄ ▄▄▄▄▄▄ [316,119,513,125]
text-line: ▄▄▄ ▄▄▄▄▄▄▄ ▄▄▄▄▄▄▄ ▄▄▄ ▄▄▄▄▄ ▄▄ ▄▄▄ ▄▄▄▄▄▄▄ ▄▄▄▄▄▄▄ ▄▄▄▄▄ ▄▄▄▄▄▄▄ ▄▄▄▄▄ ▄▄▄▄▄ ▄▄▄▄▄▄▄▄ [311,492,566,498]
text-line: ▄▄▄▄▄ ▄▄ ▄▄▄▄ ▄▄▄▄▄▄▄ ▄▄▄▄▄▄▄ ▄▄▄▄▄ ▄▄▄▄▄ ▄▄▄▄▄▄ ▄▄▄▄ ▄▄ ▄▄ ▄▄▄▄ ▄▄▄▄▄▄▄▄ ▄▄▄▄▄▄▄ [27,93,263,99]
text-line: ▄▄▄ ▄▄▄ ▄▄▄▄ ▄▄▄▄▄▄▄ ▄▄▄▄▄ ▄▄▄▄ ▄▄▄ ▄▄▄▄▄▄ ▄▄▄▄ ▄▄▄▄▄▄▄▄ ▄▄▄ ▄▄▄▄▄ ▄▄▄▄▄ ▄▄▄▄▄▄▄ [311,336,544,342]
text-line: ▄▄▄▄▄▄▄ ▄▄ ▄▄▄▄▄ ▄▄▄▄ ▄▄▄▄▄▄▄▄ ▄▄▄▄▄▄▄ ▄▄ ▄▄▄▄ ▄▄▄▄ ▄▄▄▄▄▄ ▄▄▄▄▄ [27,245,214,251]
text-line: ▄▄▄▄▄▄ ▄▄▄▄▄▄ ▄▄▄▄▄▄▄ ▄▄▄▄▄▄▄▄ ▄▄▄▄▄▄▄ ▄▄▄▄ ▄▄▄▄▄▄▄▄ ▄▄▄▄▄▄▄ ▄▄▄▄▄▄ ▄▄▄▄▄▄▄▄ [22,194,249,200]
text-line: ▄▄▄▄▄▄ ▄▄▄▄▄▄▄ ▄▄▄▄ ▄▄ ▄▄▄ ▄▄▄ ▄▄▄▄▄▄▄ ▄▄▄ ▄▄▄▄▄▄▄ ▄▄ ▄▄▄ ▄▄▄▄▄▄ ▄▄▄▄ ▄▄▄▄▄▄ ▄▄ ▄▄▄▄▄▄▄▄ [311,507,565,513]
text-line: ▄▄▄▄▄▄▄▄ ▄▄▄ ▄▄ ▄▄ ▄▄▄▄▄▄▄ ▄▄▄ ▄▄▄▄▄▄▄ ▄▄▄ ▄▄▄▄▄▄▄ ▄▄▄▄ ▄▄▄▄▄▄ [311,477,492,483]
text-line: ▄▄▄ ▄▄▄▄▄ ▄▄▄▄▄ ▄▄▄▄▄▄▄▄ ▄▄▄▄▄▄▄▄ ▄▄▄▄▄ ▄▄▄ ▄▄▄▄▄▄▄ ▄▄▄▄▄ ▄▄▄▄▄▄ ▄▄▄▄▄ ▄▄▄▄▄▄ ▄▄▄▄ ▄▄▄▄▄ [316,199,574,205]
text-line: ▄▄▄▄ ▄▄▄▄▄ ▄▄▄ ▄▄▄▄▄▄▄ ▄▄▄▄▄▄ ▄▄ ▄▄▄▄ ▄▄▄▄▄▄▄▄ ▄▄▄▄▄▄▄ ▄▄▄▄ ▄▄▄▄▄▄▄▄ [316,285,516,291]
text-line: ▄▄ ▄▄▄▄▄▄▄▄ ▄▄▄▄▄▄ ▄▄▄▄▄▄ ▄▄▄▄▄▄ ▄▄▄▄▄▄▄▄ ▄▄▄▄ ▄▄▄▄▄ ▄▄▄▄▄▄ ▄▄▄▄▄▄ ▄▄▄▄▄▄▄ [311,260,530,266]
text-line: ▄▄▄▄ ▄▄▄▄▄▄▄ ▄▄▄ ▄▄▄▄▄▄▄ ▄▄▄▄ ▄▄ ▄▄▄▄ ▄▄▄▄▄▄ ▄▄▄▄▄▄▄ ▄▄▄▄▄▄▄ ▄▄ ▄▄▄▄▄▄▄ ▄▄▄ ▄▄▄ ▄▄▄▄ [316,326,559,331]
text-line: ▄▄▄▄▄▄▄▄ ▄▄▄▄ ▄▄▄▄▄▄▄▄ ▄▄▄▄ ▄▄▄▄▄▄▄ ▄▄▄ ▄▄ ▄▄▄▄ ▄▄ ▄▄▄▄▄▄ ▄▄▄▄▄ ▄▄▄▄▄▄▄▄ ▄▄▄▄▄ ▄▄▄▄▄▄ [311,320,560,326]
text-line: ▄▄▄▄▄ ▄▄▄▄▄▄▄ ▄▄▄▄ ▄▄▄▄▄▄ ▄▄▄▄▄ ▄▄ ▄▄▄▄▄▄▄ ▄▄▄▄ ▄▄▄▄▄ ▄▄ ▄▄▄▄▄▄ ▄▄▄ [311,300,506,306]
text-line: ▄▄▄▄▄▄▄▄ ▄▄ ▄▄▄▄ ▄▄▄▄ ▄▄▄▄▄▄ ▄▄▄▄▄ ▄▄▄▄▄▄▄▄ ▄▄▄▄ ▄▄ ▄▄ ▄▄▄▄ ▄▄▄▄▄ ▄▄▄ ▄▄▄ [22,411,232,417]
text-line: ▄▄▄▄▄▄▄ ▄▄▄ ▄▄ ▄▄▄▄▄▄ ▄▄ ▄▄▄▄▄▄▄▄ ▄▄ ▄▄▄▄ ▄▄▄▄▄▄ ▄▄▄▄▄ ▄▄▄▄▄ ▄▄▄▄▄▄ ▄▄▄▄ ▄▄▄▄▄▄▄▄ ▄▄▄▄ [316,447,566,453]
text-line: ▄▄▄ ▄▄▄▄▄▄ ▄▄▄▄▄▄▄▄ ▄▄▄▄▄▄▄▄ ▄▄▄▄ ▄▄▄▄▄▄▄▄ ▄▄▄▄▄▄▄ ▄▄▄▄ ▄▄ ▄▄▄ ▄▄ ▄▄▄▄▄▄▄ [22,83,236,89]
text-line: ▄▄▄▄▄ ▄▄▄▄▄▄▄ ▄▄▄▄▄ ▄▄ ▄▄▄▄ ▄▄▄▄▄▄ ▄▄ ▄▄▄▄ ▄▄▄▄▄ ▄▄ ▄▄▄▄▄▄▄▄ ▄▄▄▄▄▄ ▄▄▄▄▄ ▄▄▄▄▄▄▄ [316,220,552,226]
text-line: ▄▄▄▄▄▄▄▄ ▄▄▄▄▄▄▄▄ ▄▄ ▄▄▄▄ ▄▄▄▄▄ ▄▄▄ ▄▄▄ ▄▄▄▄▄ ▄▄▄▄▄▄ ▄▄▄▄▄ ▄▄▄ ▄▄▄▄▄▄ ▄▄▄▄▄▄▄▄ [27,265,255,271]
text-line: ▄▄▄▄ ▄▄▄▄ ▄▄▄▄▄▄▄▄ ▄▄ ▄▄ ▄▄▄▄▄▄ ▄▄▄▄▄ ▄▄▄▄▄ ▄▄ ▄▄ ▄▄ ▄▄▄▄ ▄▄▄▄▄▄▄▄ [316,457,506,463]
text-line: ▄▄▄▄▄▄▄▄ ▄▄▄▄ ▄▄▄▄ ▄▄▄▄▄▄ ▄▄▄▄▄▄▄▄ ▄▄▄ ▄▄▄ ▄▄▄▄▄▄▄▄ ▄▄ ▄▄▄▄▄▄▄ ▄▄ [27,214,217,220]
text-line: ▄▄▄▄▄▄ ▄▄▄▄▄▄ ▄▄▄▄▄ ▄▄▄▄▄▄▄▄ ▄▄▄ ▄▄▄ ▄▄▄▄▄ ▄▄▄▄ ▄▄▄▄▄▄▄ ▄▄▄▄▄▄▄ [27,220,212,226]
text-line: ▄▄▄▄▄ ▄▄▄▄▄▄▄ ▄▄▄▄▄ ▄▄▄ ▄▄▄▄ ▄▄▄▄▄ ▄▄▄▄▄ ▄▄▄▄▄ ▄▄▄▄▄▄▄▄ ▄▄▄▄▄▄ ▄▄▄▄▄▄▄ ▄▄▄ [316,396,533,402]
text-line: ▄▄▄▄▄ ▄▄▄▄▄▄ ▄▄▄▄▄▄▄ ▄▄▄▄▄▄▄▄ ▄▄ ▄▄▄▄▄▄▄ ▄▄▄▄ ▄▄▄▄▄▄ ▄▄▄▄▄▄▄ ▄▄▄ ▄▄▄▄▄▄▄ [22,361,234,367]
text-line: ▄▄ ▄▄▄ ▄▄▄▄▄ ▄▄▄▄▄ ▄▄ ▄▄▄▄▄▄▄▄ ▄▄▄▄▄▄ ▄▄▄▄ ▄▄▄ ▄▄▄▄▄▄▄ ▄▄▄▄▄▄ ▄▄ ▄▄▄▄▄ ▄▄▄ ▄▄▄▄▄▄ [27,3,261,8]
text-line: ▄▄▄ ▄▄▄▄ ▄▄▄▄▄▄▄▄ ▄▄▄▄▄▄ ▄▄▄▄▄▄ ▄▄▄▄▄▄▄ ▄▄▄▄ ▄▄▄▄▄▄▄ ▄▄▄▄▄▄▄ ▄▄ ▄▄▄▄ ▄▄▄ ▄▄▄▄▄▄▄▄ [316,225,554,231]
text-line: ▄▄▄▄▄▄▄ ▄▄▄ ▄▄▄ ▄▄▄▄▄▄▄ ▄▄ ▄▄▄▄▄ ▄▄▄▄▄▄▄ ▄▄▄▄▄▄▄ ▄▄ ▄▄▄▄ ▄▄▄▄▄▄▄ ▄▄▄▄ ▄▄▄▄▄▄ ▄▄▄▄ ▄▄▄▄▄▄▄ [22,482,281,488]
text-line: ▄▄▄ ▄▄▄▄▄▄▄ ▄▄▄▄▄▄▄ ▄▄▄▄ ▄▄▄▄▄▄ ▄▄▄ ▄▄▄▄▄▄ ▄▄▄ ▄▄▄▄ ▄▄▄▄▄ ▄▄▄▄▄▄▄▄ ▄▄▄▄▄▄▄ ▄▄▄▄ [316,33,547,39]
text-line: ▄▄▄▄▄▄▄▄ ▄▄▄▄ ▄▄▄▄▄▄▄ ▄▄ ▄▄▄ ▄▄▄▄▄▄▄ ▄▄▄▄▄ ▄▄ ▄▄▄▄ ▄▄▄▄▄▄ ▄▄▄▄▄ ▄▄▄▄▄▄▄ ▄▄▄▄▄▄▄▄ ▄▄▄▄▄▄▄▄ [316,108,577,114]
text-line: ▄▄▄▄ ▄▄ ▄▄ ▄▄▄▄▄▄▄▄ ▄▄▄▄▄ ▄▄▄▄▄▄▄ ▄▄▄▄ ▄▄▄▄▄ ▄▄▄▄▄▄ ▄▄▄▄▄▄▄▄ ▄▄▄▄▄ ▄▄▄▄▄▄▄ ▄▄▄ ▄▄▄▄▄▄▄▄ ▄▄▄▄▄▄▄▄ [22,467,304,473]
text-line: ▄▄▄▄▄▄▄ ▄▄▄▄▄▄▄▄ ▄▄▄▄▄▄ ▄▄ ▄▄▄▄▄ ▄▄▄▄▄▄▄ ▄▄▄ ▄▄ ▄▄▄▄▄▄▄ ▄▄▄▄▄▄ ▄▄ ▄▄▄▄▄▄▄▄ ▄▄▄▄▄▄▄ ▄▄ ▄▄▄▄▄▄▄ [22,391,294,397]
right-column [311,3,589,514]
text-line: ▄▄▄ ▄▄▄▄▄▄▄▄ ▄▄▄▄▄ ▄▄▄▄▄ ▄▄ ▄▄▄▄▄▄ ▄▄▄▄▄▄ ▄▄▄▄▄▄▄▄ ▄▄ ▄▄▄▄ ▄▄ ▄▄ [316,331,501,337]
text-line: ▄▄▄▄▄▄ ▄▄ ▄▄▄ ▄▄▄▄▄ ▄▄▄▄▄▄ ▄▄▄▄ ▄▄▄▄▄▄▄ ▄▄▄▄ ▄▄ ▄▄▄▄▄▄▄ ▄▄▄▄▄▄ ▄▄▄▄▄▄▄ ▄▄ [316,482,528,488]
text-line: ▄▄▄▄▄▄▄▄ ▄▄▄▄▄▄ ▄▄▄▄▄▄▄▄ ▄▄▄ ▄▄▄▄▄ ▄▄▄▄▄ ▄▄▄▄▄ ▄▄▄▄▄▄ ▄▄ ▄▄▄ [316,174,492,180]
text-line: ▄▄▄▄▄ ▄▄▄▄▄▄ ▄▄▄▄▄▄▄▄ ▄▄ ▄▄▄▄▄▄▄▄ ▄▄▄▄▄▄▄ ▄▄▄▄ ▄▄ ▄▄▄▄▄▄▄▄ ▄▄▄▄ ▄▄▄▄▄▄▄ ▄▄▄▄▄ ▄▄▄▄▄▄▄ [311,3,561,8]
text-line: ▄▄▄▄▄▄▄▄ ▄▄▄▄▄▄▄ ▄▄▄▄▄▄▄▄ ▄▄▄ ▄▄▄▄▄▄ ▄▄▄ ▄▄ ▄▄▄▄▄▄ ▄▄▄▄▄▄▄ ▄▄ ▄▄▄▄ ▄▄ ▄▄▄▄▄▄ [27,371,248,377]
text-line: ▄▄▄▄▄▄▄ ▄▄▄▄▄▄ ▄▄ ▄▄▄▄▄▄ ▄▄ ▄▄▄ ▄▄▄▄▄▄ ▄▄ ▄▄▄▄▄▄▄ ▄▄▄▄▄ ▄▄▄▄▄▄▄▄ ▄▄▄▄▄▄▄▄ ▄▄▄▄▄ [27,270,258,276]
text-line: ▄▄▄▄▄▄▄▄ ▄▄▄▄▄▄▄▄ ▄▄▄▄ ▄▄▄▄▄▄▄ ▄▄ ▄▄▄▄▄▄▄▄ ▄▄▄▄ ▄▄▄▄▄ ▄▄▄▄▄▄▄▄ ▄▄▄ ▄▄▄▄▄▄ ▄▄▄▄▄▄ [316,245,552,251]
text-line: ▄▄▄ ▄▄▄ ▄▄▄▄▄▄▄ ▄▄ ▄▄▄ ▄▄▄▄▄▄▄ ▄▄▄▄▄▄▄▄ ▄▄▄▄▄▄▄▄ ▄▄▄▄▄▄▄▄ ▄▄▄▄▄▄▄▄ ▄▄▄▄▄▄▄ [27,23,246,29]
text-line: ▄▄▄▄▄ ▄▄▄▄▄▄▄ ▄▄ ▄▄▄▄ ▄▄▄ ▄▄▄▄▄▄▄▄ ▄▄▄▄ ▄▄▄ ▄▄▄▄▄▄ ▄▄ ▄▄▄▄ ▄▄▄▄▄▄ ▄▄▄▄▄▄▄ ▄▄ [311,386,531,392]
text-line: ▄▄▄▄▄▄ ▄▄▄▄▄▄ ▄▄ ▄▄ ▄▄▄▄▄▄ ▄▄▄▄▄▄▄ ▄▄▄▄▄▄ ▄▄▄▄▄ ▄▄▄▄▄▄▄ ▄▄▄▄ ▄▄▄▄▄ [22,452,215,458]
text-line: ▄▄▄▄▄▄▄▄ ▄▄ ▄▄▄ ▄▄▄ ▄▄▄▄▄ ▄▄ ▄▄▄▄ ▄▄▄▄▄▄ ▄▄ ▄▄▄▄▄▄▄▄ ▄▄ ▄▄▄▄▄▄ ▄▄▄ [22,290,211,296]
text-line: ▄▄ ▄▄▄▄▄▄▄ ▄▄▄ ▄▄▄▄▄▄▄▄ ▄▄▄▄▄▄ ▄▄▄▄▄▄▄▄ ▄▄▄▄▄▄ ▄▄▄▄▄▄▄▄ ▄▄▄ ▄▄▄▄▄▄▄ ▄▄ ▄▄▄▄ ▄▄▄▄▄▄ [22,225,263,231]
text-line: ▄▄▄▄▄▄▄ ▄▄▄▄▄▄ ▄▄ ▄▄ ▄▄▄▄▄▄▄ ▄▄▄ ▄▄▄ ▄▄▄▄▄ ▄▄▄▄ ▄▄▄▄▄ ▄▄ ▄▄▄▄▄▄▄ ▄▄▄ ▄▄ ▄▄ [316,426,528,432]
text-line: ▄▄▄▄ ▄▄▄▄ ▄▄▄▄▄ ▄▄▄▄ ▄▄▄▄▄▄ ▄▄▄▄▄ ▄▄▄▄▄▄▄▄ ▄▄▄▄▄ ▄▄▄▄▄▄▄▄ ▄▄▄▄ ▄▄▄▄ ▄▄ ▄▄ ▄▄▄▄▄▄ [316,421,549,427]
text-line: ▄▄▄▄▄ ▄▄▄ ▄▄ ▄▄▄▄▄▄▄▄ ▄▄▄▄▄▄▄▄ ▄▄ ▄▄▄▄▄ ▄▄▄▄▄▄▄▄ ▄▄▄ ▄▄▄▄ ▄▄▄▄▄ ▄▄▄▄▄▄ ▄▄▄ ▄▄▄ [27,8,253,14]
text-line: ▄▄▄▄▄▄▄ ▄▄▄ ▄▄▄▄ ▄▄▄▄ ▄▄▄▄▄▄▄▄ ▄▄▄▄▄ ▄▄ ▄▄▄ ▄▄▄▄▄ ▄▄▄ ▄▄▄▄ ▄▄▄▄▄ ▄▄▄▄ ▄▄ [22,73,229,79]
text-line: ▄▄▄▄▄ ▄▄▄▄ ▄▄▄▄▄▄ ▄▄▄▄ ▄▄ ▄▄▄▄▄ ▄▄▄▄ ▄▄▄▄▄▄▄ ▄▄▄▄▄▄▄ ▄▄▄▄▄▄▄ ▄▄▄▄▄▄▄ ▄▄▄▄▄▄▄▄ ▄▄▄▄▄ ▄▄▄▄▄▄▄ [316,310,584,316]
text-line: ▄▄ ▄▄▄ ▄▄▄ ▄▄▄▄▄▄▄ ▄▄▄▄▄▄▄ ▄▄▄▄▄▄ ▄▄▄▄▄▄▄ ▄▄ ▄▄ ▄▄▄▄▄ ▄▄▄▄▄ ▄▄▄▄▄▄ [311,411,502,417]
text-line: ▄▄▄▄ ▄▄▄▄ ▄▄ ▄▄▄▄▄▄ ▄▄▄ ▄▄▄▄▄▄ ▄▄▄▄▄▄▄▄ ▄▄▄▄▄▄▄ ▄▄▄▄ ▄▄▄▄▄▄ ▄▄▄▄▄▄ ▄▄▄▄▄▄▄ [311,18,528,24]
logo-line-1: oö landes [8,523,57,534]
text-line: ▄▄▄ ▄▄▄▄▄▄▄ ▄▄▄▄▄▄▄ ▄▄▄▄▄▄▄▄ ▄▄▄▄▄▄▄▄ ▄▄ ▄▄▄▄▄▄▄ ▄▄▄▄▄▄▄ ▄▄▄ ▄▄▄ ▄▄▄▄▄▄ ▄▄▄▄▄ ▄▄▄▄▄ [22,305,266,311]
text-line: ▄▄▄▄▄▄▄▄ ▄▄▄▄▄▄▄ ▄▄▄▄▄ ▄▄▄▄▄ ▄▄▄ ▄▄▄▄ ▄▄▄▄▄▄ ▄▄▄ ▄▄▄▄▄▄ ▄▄▄▄▄▄ ▄▄▄▄ ▄▄▄▄▄▄▄ ▄▄▄▄▄▄▄▄ [311,472,558,478]
text-line: ▄▄ ▄▄▄▄▄▄▄▄ ▄▄▄▄ ▄▄▄▄ ▄▄ ▄▄▄▄▄▄▄▄ ▄▄▄▄▄▄ ▄▄ ▄▄▄▄▄▄▄ ▄▄▄▄ ▄▄▄ ▄▄▄ ▄▄▄▄▄▄▄▄ ▄▄▄ ▄▄▄▄▄▄▄▄ [316,83,566,89]
text-line: ▄▄ ▄▄ ▄▄▄▄▄ ▄▄▄▄▄▄▄ ▄▄▄▄▄▄▄ ▄▄▄ ▄▄▄▄▄ ▄▄ ▄▄▄ ▄▄▄▄▄ ▄▄ ▄▄▄▄ ▄▄▄ [27,38,204,44]
text-line: ▄▄▄▄ ▄▄▄ ▄▄ ▄▄▄▄▄▄ ▄▄▄▄▄▄ ▄▄▄ ▄▄▄▄ ▄▄▄▄▄▄ ▄▄▄▄▄▄▄ ▄▄ ▄▄▄▄▄▄▄ ▄▄▄▄ ▄▄ ▄▄▄▄ ▄▄▄▄▄▄▄▄ [311,93,548,99]
text-line: ▄▄▄▄▄ ▄▄▄▄▄ ▄▄▄ ▄▄▄▄▄▄▄▄ ▄▄▄▄▄▄ ▄▄▄▄▄▄▄ ▄▄▄▄▄▄ ▄▄▄▄▄▄▄ ▄▄▄▄▄▄▄▄ ▄▄▄ ▄▄▄▄▄▄ ▄▄▄ ▄▄▄▄▄▄▄▄ [27,341,284,347]
library-logo[interactable] [8,524,57,544]
text-line: ▄▄▄▄▄▄▄▄ ▄▄ ▄▄▄▄ ▄▄▄▄▄▄▄ ▄▄▄ ▄▄▄▄▄▄▄ ▄▄▄▄▄▄ ▄▄▄ ▄▄▄▄▄▄▄ ▄▄▄▄ ▄▄▄▄▄▄▄ ▄▄▄▄▄▄ ▄▄▄▄▄▄▄▄ ▄▄ [311,371,566,377]
text-line: ▄▄▄▄ ▄▄▄▄ ▄▄▄▄▄ ▄▄▄▄▄▄ ▄▄▄▄▄ ▄▄▄▄▄▄▄ ▄▄▄▄▄ ▄▄▄ ▄▄▄▄ ▄▄ ▄▄▄▄▄▄▄▄ [316,366,500,372]
text-line: ▄▄ ▄▄▄▄▄▄▄ ▄▄▄▄▄▄▄▄ ▄▄▄ ▄▄▄▄▄▄▄▄ ▄▄▄▄▄▄▄ ▄▄ ▄▄▄▄▄▄ ▄▄▄ ▄▄▄▄▄▄▄ ▄▄▄▄▄ [311,134,511,140]
text-line: ▄▄▄▄▄▄▄ ▄▄▄▄▄▄ ▄▄▄▄▄ ▄▄▄▄▄▄▄ ▄▄ ▄▄ ▄▄▄▄▄▄▄ ▄▄▄▄▄▄▄▄ ▄▄ ▄▄ ▄▄▄▄▄ [316,280,500,286]
text-line: ▄▄▄▄ ▄▄▄ ▄▄▄▄▄▄▄▄ ▄▄▄▄▄▄▄ ▄▄▄▄▄▄▄ ▄▄▄▄▄▄▄▄ ▄▄▄▄▄▄▄ ▄▄▄▄▄▄▄▄ ▄▄▄▄ ▄▄▄▄▄ ▄▄ ▄▄▄▄ ▄▄▄▄ [311,467,555,473]
text-line: ▄▄▄ ▄▄▄▄▄▄▄ ▄▄▄▄▄▄ ▄▄▄▄▄▄ ▄▄▄▄ ▄▄▄▄▄▄ ▄▄ ▄▄▄▄▄ ▄▄▄▄ ▄▄ ▄▄▄▄▄ ▄▄▄ ▄▄ ▄▄▄▄▄▄▄▄ ▄▄▄▄▄▄ [27,144,267,150]
scanned-directory-page [17,0,590,518]
text-line: ▄▄▄ ▄▄▄▄▄▄▄ ▄▄▄ ▄▄▄▄ ▄▄▄ ▄▄▄ ▄▄▄ ▄▄ ▄▄▄ ▄▄▄▄ ▄▄▄▄▄▄▄▄ ▄▄▄▄▄▄ ▄▄ ▄▄▄ ▄▄▄▄▄▄▄▄ ▄▄▄▄▄▄▄▄ ▄▄▄▄ [311,235,570,241]
text-line: ▄▄▄▄▄ ▄▄▄▄▄ ▄▄▄▄▄▄▄▄ ▄▄ ▄▄▄▄ ▄▄▄ ▄▄▄▄ ▄▄ ▄▄ ▄▄▄▄▄▄▄ ▄▄▄▄▄▄▄ ▄▄ ▄▄▄▄▄ ▄▄▄ ▄▄▄▄ ▄▄▄ [27,78,259,84]
